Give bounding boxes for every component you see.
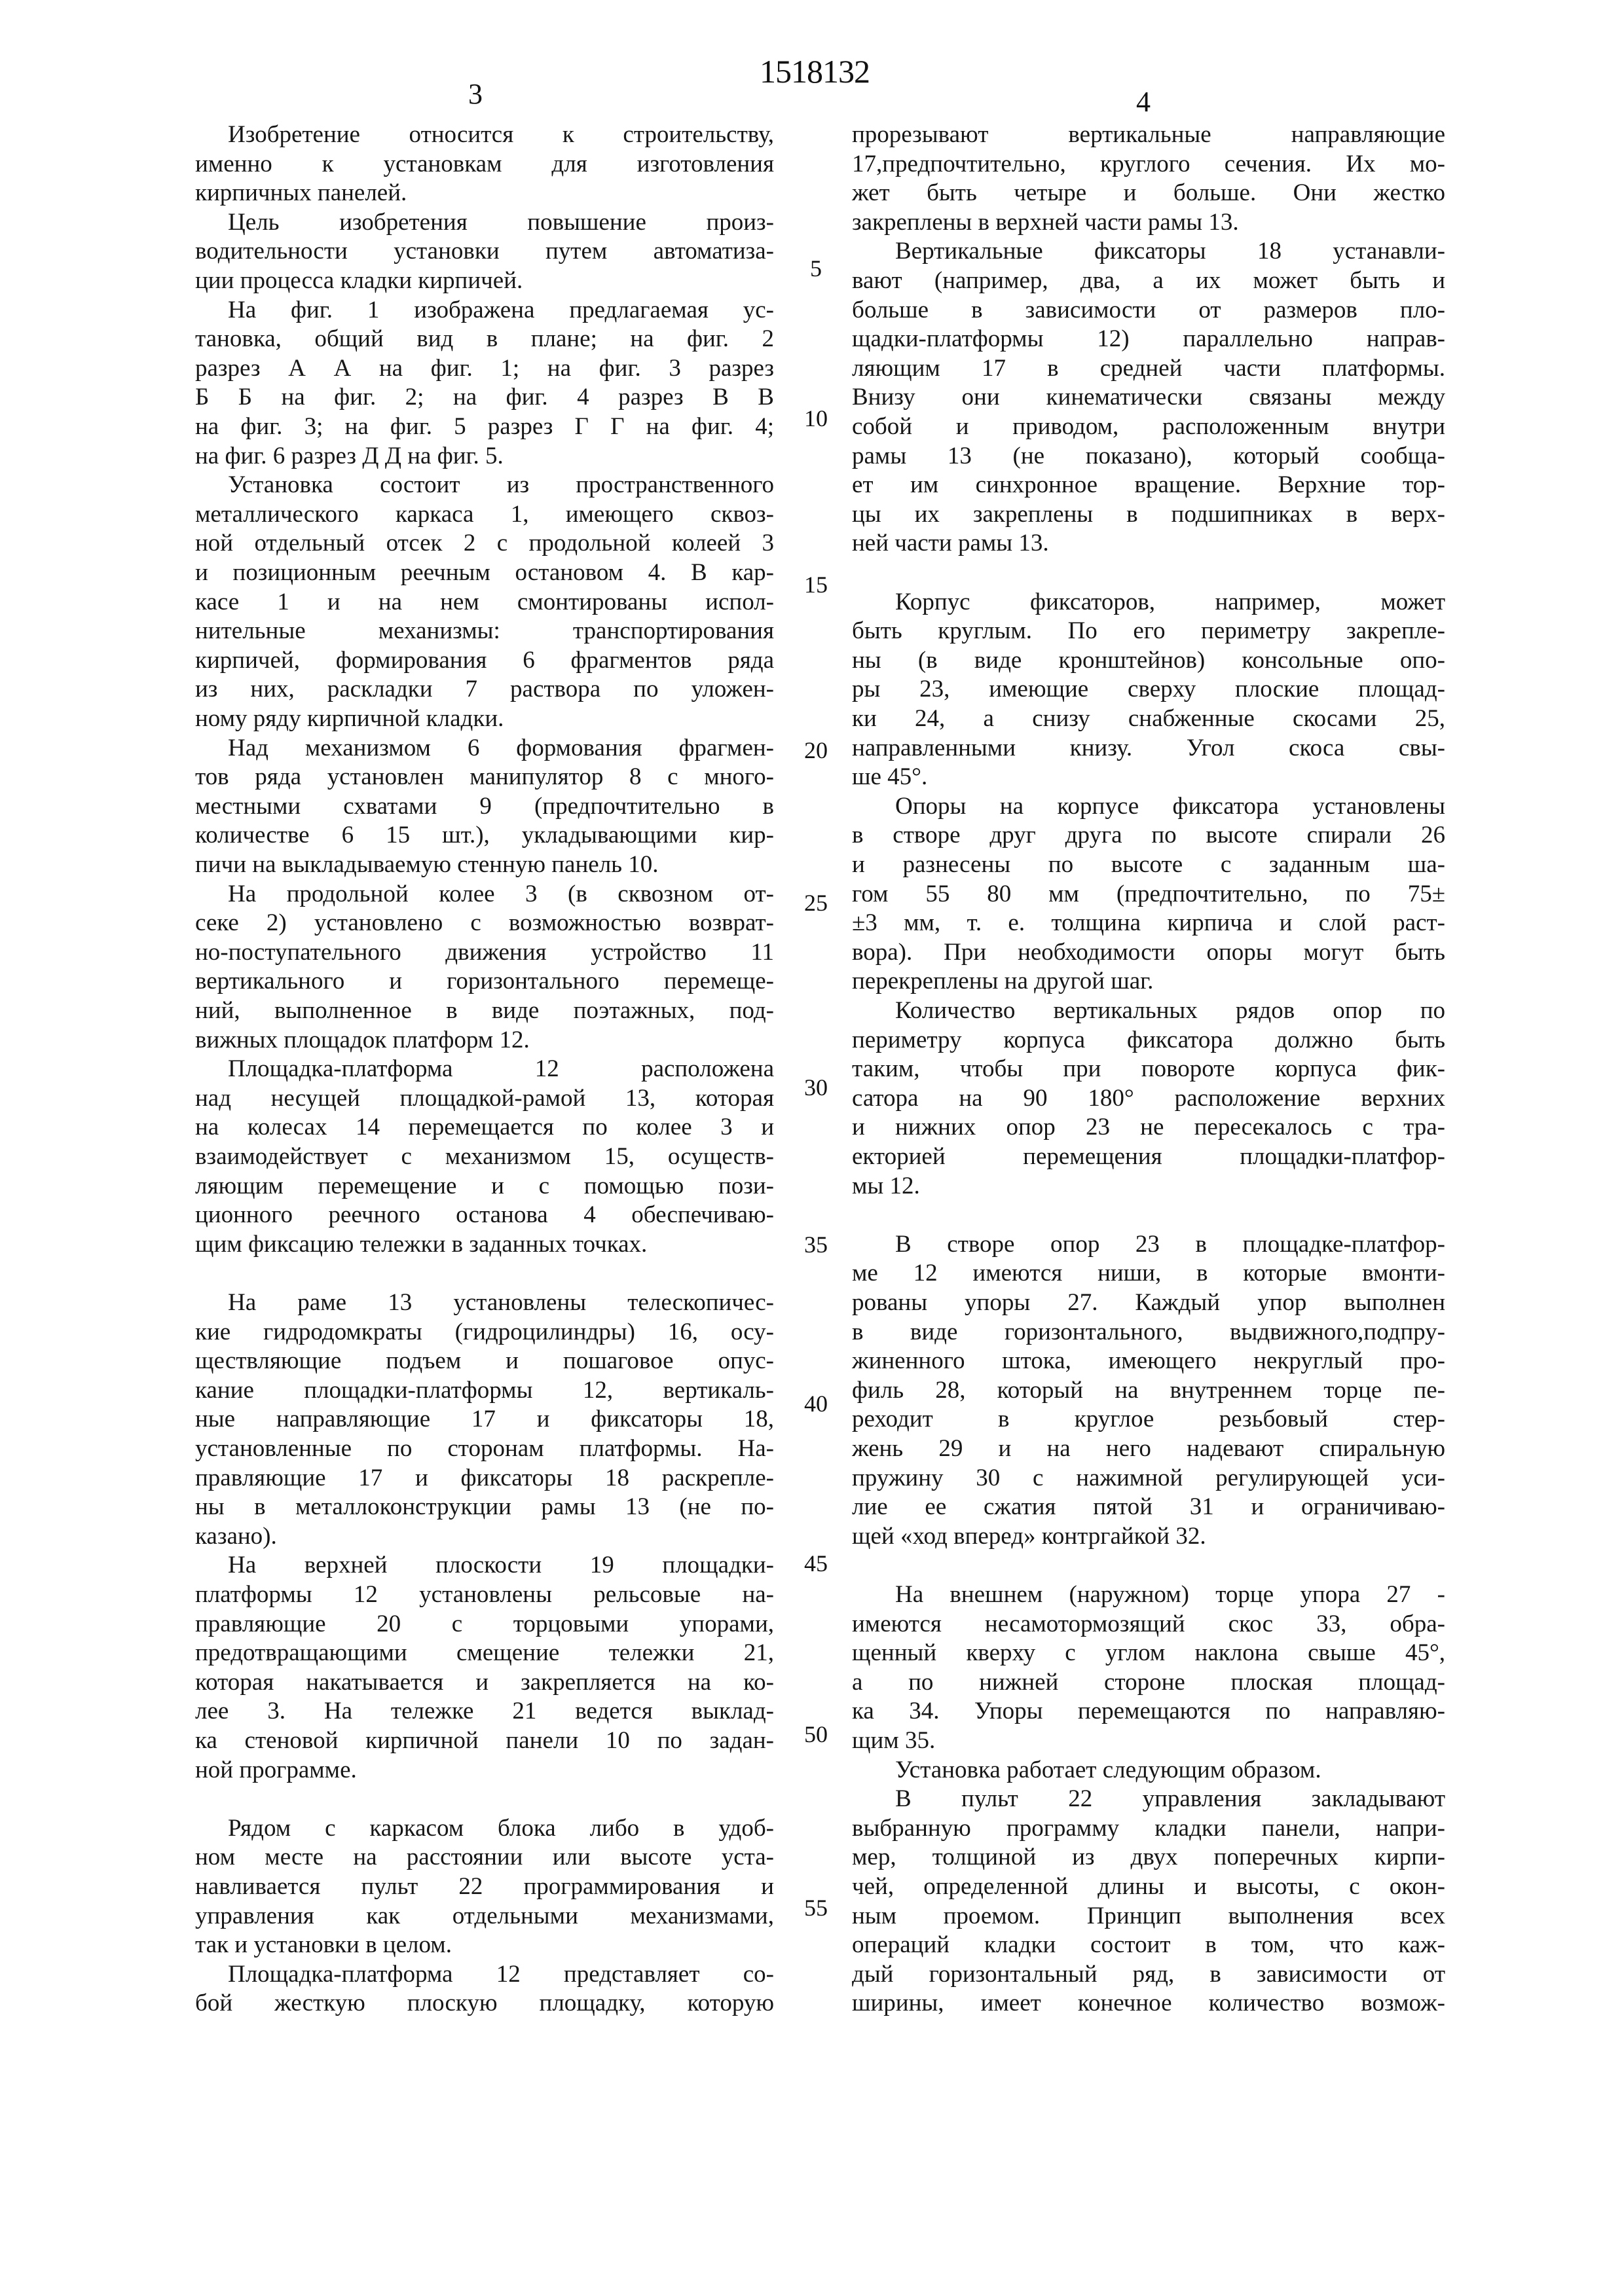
text-line: ки 24, а снизу снабженные скосами 25, [852, 704, 1445, 734]
text-line: Количество вертикальных рядов опор по [852, 996, 1445, 1026]
line-number: 20 [800, 737, 832, 764]
text-line: ляющим 17 в средней части платформы. [852, 354, 1445, 384]
text-line: лее 3. На тележке 21 ведется выклад- [195, 1697, 774, 1726]
line-number: 10 [800, 405, 832, 432]
text-line: пружину 30 с нажимной регулирующей уси- [852, 1464, 1445, 1493]
text-line: ка стеновой кирпичной панели 10 по задан- [195, 1726, 774, 1756]
text-line: ны в металлоконструкции рамы 13 (не по- [195, 1493, 774, 1522]
text-line: местными схватами 9 (предпочтительно в [195, 792, 774, 822]
text-line: операций кладки состоит в том, что каж- [852, 1931, 1445, 1960]
text-line: выбранную программу кладки панели, напри- [852, 1814, 1445, 1844]
text-line: бой жесткую плоскую площадку, которую [195, 1989, 774, 2018]
text-line: но-поступательного движения устройство 11 [195, 938, 774, 968]
text-line: Над механизмом 6 формования фрагмен- [195, 734, 774, 763]
text-line: разрез А А на фиг. 1; на фиг. 3 разрез [195, 354, 774, 384]
line-number: 30 [800, 1074, 832, 1101]
text-line: в виде горизонтального, выдвижного,подпру- [852, 1318, 1445, 1347]
text-line: имеются несамотормозящий скос 33, обра- [852, 1610, 1445, 1639]
text-line: филь 28, который на внутреннем торце пе- [852, 1376, 1445, 1406]
text-line: прорезывают вертикальные направляющие [852, 120, 1445, 150]
text-line: На фиг. 1 изображена предлагаемая ус- [195, 296, 774, 325]
text-line: нительные механизмы: транспортирования [195, 617, 774, 646]
text-line: а по нижней стороне плоская площад- [852, 1668, 1445, 1698]
text-line: кирпичей, формирования 6 фрагментов ряда [195, 646, 774, 676]
text-line: щим фиксацию тележки в заданных точках. [195, 1230, 774, 1260]
text-line: перекреплены на другой шаг. [852, 967, 1445, 996]
text-line: из них, раскладки 7 раствора по уложен- [195, 675, 774, 704]
text-line: водительности установки путем автоматиза- [195, 237, 774, 266]
line-number: 50 [800, 1721, 832, 1748]
text-line: рованы упоры 27. Каждый упор выполнен [852, 1288, 1445, 1318]
text-line: быть круглым. По его периметру закрепле- [852, 617, 1445, 646]
text-line: ет им синхронное вращение. Верхние тор- [852, 471, 1445, 500]
text-line: ным проемом. Принцип выполнения всех [852, 1902, 1445, 1931]
text-line: таким, чтобы при повороте корпуса фик- [852, 1055, 1445, 1084]
text-line: дый горизонтальный ряд, в зависимости от [852, 1960, 1445, 1990]
text-line: ней части рамы 13. [852, 529, 1445, 558]
text-line: именно к установкам для изготовления [195, 150, 774, 179]
text-line: вертикального и горизонтального перемеще- [195, 967, 774, 996]
text-line: ры 23, имеющие сверху плоские площад- [852, 675, 1445, 704]
text-line: В створе опор 23 в площадке-платфор- [852, 1230, 1445, 1260]
text-line: взаимодействует с механизмом 15, осуществ- [195, 1142, 774, 1172]
text-line: цы их закреплены в подшипниках в верх- [852, 500, 1445, 530]
text-line: Цель изобретения повышение произ- [195, 208, 774, 238]
text-line: Установка состоит из пространственного [195, 471, 774, 500]
text-line: щенный кверху с углом наклона свыше 45°, [852, 1639, 1445, 1668]
text-line: ляющим перемещение и с помощью пози- [195, 1172, 774, 1201]
text-line: и нижних опор 23 не пересекалось с тра- [852, 1113, 1445, 1142]
text-line: ше 45°. [852, 763, 1445, 792]
text-line: щадки-платформы 12) параллельно направ- [852, 325, 1445, 354]
text-line: ка 34. Упоры перемещаются по направляю- [852, 1697, 1445, 1726]
page-number-right: 4 [1136, 85, 1151, 118]
text-line: тов ряда установлен манипулятор 8 с много- [195, 763, 774, 792]
text-line: Вертикальные фиксаторы 18 устанавли- [852, 237, 1445, 266]
text-line: вора). При необходимости опоры могут быть [852, 938, 1445, 968]
text-line: больше в зависимости от размеров пло- [852, 296, 1445, 325]
text-line: и разнесены по высоте с заданным ша- [852, 850, 1445, 880]
text-line: правляющие 17 и фиксаторы 18 раскрепле- [195, 1464, 774, 1493]
text-line: металлического каркаса 1, имеющего сквоз- [195, 500, 774, 530]
text-line: касе 1 и на нем смонтированы испол- [195, 588, 774, 617]
text-line: тановка, общий вид в плане; на фиг. 2 [195, 325, 774, 354]
text-line: ний, выполненное в виде поэтажных, под- [195, 996, 774, 1026]
text-line: правляющие 20 с торцовыми упорами, [195, 1610, 774, 1639]
text-line: ме 12 имеются ниши, в которые вмонти- [852, 1259, 1445, 1288]
line-number: 25 [800, 889, 832, 917]
text-line: жиненного штока, имеющего некруглый про- [852, 1347, 1445, 1376]
text-line: На верхней плоскости 19 площадки- [195, 1551, 774, 1580]
text-line: гом 55 80 мм (предпочтительно, по 75± [852, 880, 1445, 909]
text-line: периметру корпуса фиксатора должно быть [852, 1026, 1445, 1055]
text-line: жень 29 и на него надевают спиральную [852, 1434, 1445, 1464]
text-line: управления как отдельными механизмами, [195, 1902, 774, 1931]
text-line: екторией перемещения площадки-платфор- [852, 1142, 1445, 1172]
text-line: на колесах 14 перемещается по колее 3 и [195, 1113, 774, 1142]
text-line: над несущей площадкой-рамой 13, которая [195, 1084, 774, 1114]
text-line: ширины, имеет конечное количество возмож- [852, 1989, 1445, 2018]
text-line: ном месте на расстоянии или высоте уста- [195, 1843, 774, 1872]
text-line: ному ряду кирпичной кладки. [195, 704, 774, 734]
text-line: ной отдельный отсек 2 с продольной колеей 3 [195, 529, 774, 558]
text-line: Изобретение относится к строительству, [195, 120, 774, 150]
text-line: мы 12. [852, 1172, 1445, 1201]
text-line: платформы 12 установлены рельсовые на- [195, 1580, 774, 1610]
text-line: ны (в виде кронштейнов) консольные опо- [852, 646, 1445, 676]
text-line: ной программе. [195, 1756, 774, 1785]
text-line: предотвращающими смещение тележки 21, [195, 1639, 774, 1668]
text-line: Установка работает следующим образом. [852, 1756, 1445, 1785]
line-number: 45 [800, 1550, 832, 1577]
text-line: на фиг. 6 разрез Д Д на фиг. 5. [195, 442, 774, 471]
text-line: ±3 мм, т. е. толщина кирпича и слой раст- [852, 909, 1445, 938]
text-line: кирпичных панелей. [195, 179, 774, 208]
text-line: пичи на выкладываемую стенную панель 10. [195, 850, 774, 880]
text-line: На внешнем (наружном) торце упора 27 - [852, 1580, 1445, 1610]
text-line: ционного реечного останова 4 обеспечиваю- [195, 1201, 774, 1230]
text-line: Внизу они кинематически связаны между [852, 383, 1445, 412]
patent-number: 1518132 [760, 52, 864, 90]
text-line: Б Б на фиг. 2; на фиг. 4 разрез В В [195, 383, 774, 412]
text-line: чей, определенной длины и высоты, с окон- [852, 1872, 1445, 1902]
line-number: 40 [800, 1390, 832, 1417]
text-line: жет быть четыре и больше. Они жестко [852, 179, 1445, 208]
line-number: 35 [800, 1231, 832, 1258]
text-line: Рядом с каркасом блока либо в удоб- [195, 1814, 774, 1844]
text-line: на фиг. 3; на фиг. 5 разрез Г Г на фиг. 4; [195, 412, 774, 442]
text-line: рамы 13 (не показано), который сообща- [852, 442, 1445, 471]
text-line: установленные по сторонам платформы. На- [195, 1434, 774, 1464]
text-line: На раме 13 установлены телескопичес- [195, 1288, 774, 1318]
text-line: казано). [195, 1522, 774, 1552]
text-line: направленными книзу. Угол скоса свы- [852, 734, 1445, 763]
line-number: 55 [800, 1894, 832, 1922]
text-line: ции процесса кладки кирпичей. [195, 266, 774, 296]
text-line: щей «ход вперед» контргайкой 32. [852, 1522, 1445, 1552]
text-line: так и установки в целом. [195, 1931, 774, 1960]
text-line: реходит в круглое резьбовый стер- [852, 1405, 1445, 1434]
line-number: 5 [800, 255, 832, 282]
text-line: мер, толщиной из двух поперечных кирпи- [852, 1843, 1445, 1872]
text-line: вижных площадок платформ 12. [195, 1026, 774, 1055]
text-line: сатора на 90 180° расположение верхних [852, 1084, 1445, 1114]
text-line: которая накатывается и закрепляется на ко- [195, 1668, 774, 1698]
text-line: На продольной колее 3 (в сквозном от- [195, 880, 774, 909]
page-number-left: 3 [468, 77, 483, 111]
text-line: закреплены в верхней части рамы 13. [852, 208, 1445, 238]
text-line: Площадка-платформа 12 расположена [195, 1055, 774, 1084]
text-line: Площадка-платформа 12 представляет со- [195, 1960, 774, 1990]
text-line: 17,предпочтительно, круглого сечения. Их мо- [852, 150, 1445, 179]
text-line: секе 2) установлено с возможностью возврат- [195, 909, 774, 938]
text-line: Корпус фиксаторов, например, может [852, 588, 1445, 617]
text-line: и позиционным реечным остановом 4. В кар- [195, 558, 774, 588]
text-line: ществляющие подъем и пошаговое опус- [195, 1347, 774, 1376]
text-line: в створе друг друга по высоте спирали 26 [852, 821, 1445, 850]
text-line: щим 35. [852, 1726, 1445, 1756]
text-line: вают (например, два, а их может быть и [852, 266, 1445, 296]
line-number: 15 [800, 571, 832, 598]
text-line: В пульт 22 управления закладывают [852, 1785, 1445, 1814]
text-line: собой и приводом, расположенным внутри [852, 412, 1445, 442]
text-line: навливается пульт 22 программирования и [195, 1872, 774, 1902]
text-line: количестве 6 15 шт.), укладывающими кир- [195, 821, 774, 850]
text-line: ные направляющие 17 и фиксаторы 18, [195, 1405, 774, 1434]
text-line: Опоры на корпусе фиксатора установлены [852, 792, 1445, 822]
text-line: кание площадки-платформы 12, вертикаль- [195, 1376, 774, 1406]
text-line: лие ее сжатия пятой 31 и ограничиваю- [852, 1493, 1445, 1522]
text-line: кие гидродомкраты (гидроцилиндры) 16, осу- [195, 1318, 774, 1347]
